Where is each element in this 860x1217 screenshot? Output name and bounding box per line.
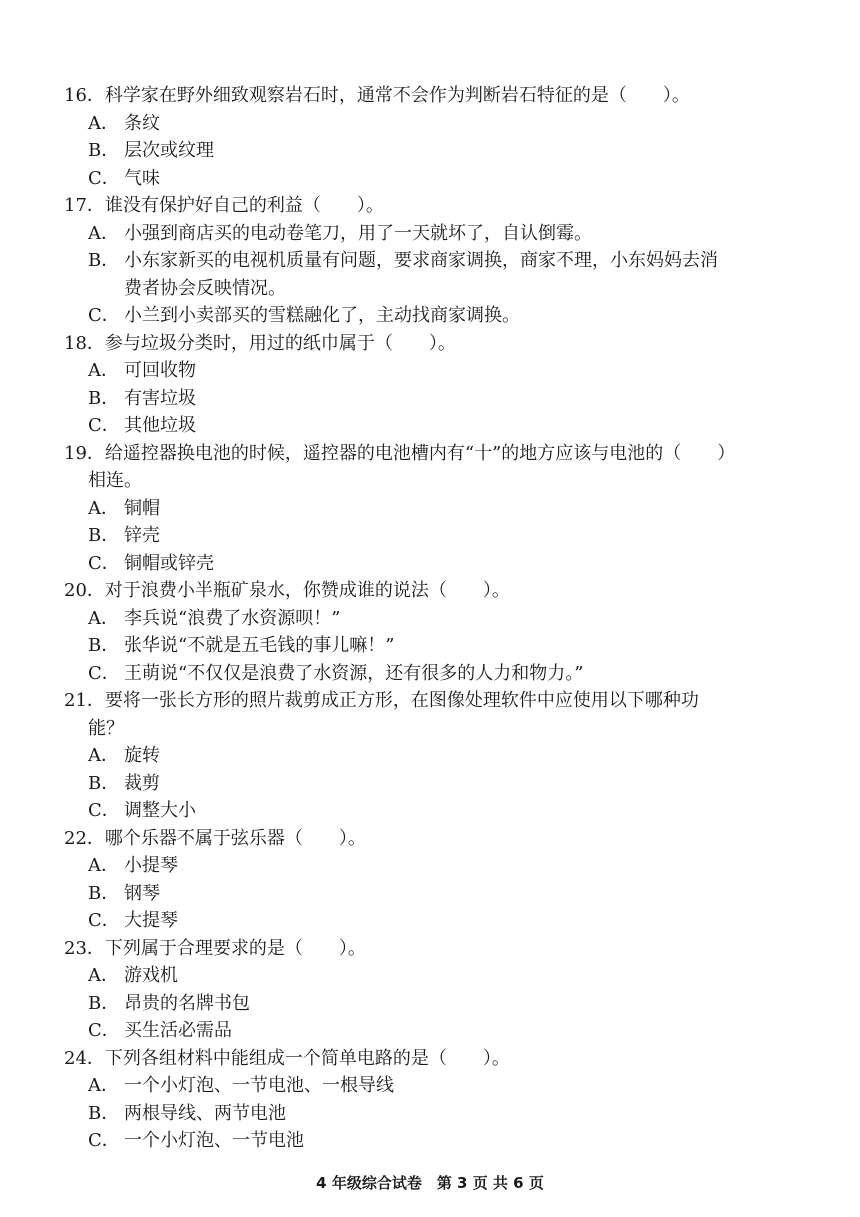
question-item (64, 192, 820, 330)
question-stem-line: 相连。 (88, 470, 142, 491)
question-stem-line: 16．科学家在野外细致观察岩石时，通常不会作为判断岩石特征的是（ ）。 (64, 85, 690, 106)
option-text: 钢琴 (124, 882, 160, 904)
answer-option (64, 605, 820, 633)
answer-option (64, 962, 820, 990)
option-letter: B． (88, 635, 120, 656)
option-letter: C． (88, 415, 120, 436)
answer-option (64, 302, 820, 330)
answer-option (64, 385, 820, 413)
option-letter: C． (88, 552, 120, 574)
answer-option (64, 357, 820, 385)
option-text: 可回收物 (124, 360, 196, 381)
option-letter: A． (88, 222, 119, 244)
question-stem (64, 82, 820, 110)
option-letter: C． (88, 305, 120, 326)
question-item (64, 440, 820, 578)
option-letter: A． (88, 1075, 119, 1096)
option-text: 铜帽或锌壳 (124, 552, 214, 574)
option-text: 铜帽 (124, 497, 160, 519)
question-item (64, 687, 820, 825)
answer-option (64, 1072, 820, 1100)
question-stem-line: 18．参与垃圾分类时，用过的纸巾属于（ ）。 (64, 332, 456, 354)
option-text: 两根导线、两节电池 (124, 1102, 286, 1124)
answer-option (64, 880, 820, 908)
option-text: 一个小灯泡、一节电池 (124, 1130, 304, 1151)
answer-option (64, 137, 820, 165)
answer-option (64, 770, 820, 798)
question-stem-line: 能？ (88, 717, 124, 739)
question-list (64, 82, 820, 1155)
option-letter: C． (88, 800, 120, 821)
question-stem-line: 17．谁没有保护好自己的利益（ ）。 (64, 195, 384, 216)
option-text: 李兵说“浪费了水资源呗！” (124, 607, 341, 629)
question-stem (64, 192, 820, 220)
answer-option (64, 522, 820, 550)
option-text: 小兰到小卖部买的雪糕融化了，主动找商家调换。 (124, 305, 520, 326)
answer-option (64, 412, 820, 440)
option-text: 游戏机 (124, 965, 178, 986)
option-letter: B． (88, 525, 120, 546)
option-letter: A． (88, 497, 119, 519)
option-letter: B． (88, 250, 120, 271)
option-text: 其他垃圾 (124, 415, 196, 436)
question-stem (64, 687, 820, 742)
option-text: 旋转 (124, 745, 160, 766)
question-item (64, 825, 820, 935)
option-text: 张华说“不就是五毛钱的事儿嘛！” (124, 635, 395, 656)
question-stem-line: 23．下列属于合理要求的是（ ）。 (64, 937, 366, 959)
answer-option (64, 852, 820, 880)
option-letter: C． (88, 1020, 120, 1041)
option-text: 气味 (124, 167, 160, 189)
question-item (64, 935, 820, 1045)
question-item (64, 1045, 820, 1155)
option-text: 大提琴 (124, 910, 178, 931)
question-item (64, 330, 820, 440)
option-text: 层次或纹理 (124, 140, 214, 161)
option-letter: C． (88, 662, 120, 684)
option-text: 锌壳 (124, 525, 160, 546)
question-item (64, 577, 820, 687)
answer-option (64, 165, 820, 193)
option-text: 小提琴 (124, 855, 178, 876)
question-stem (64, 1045, 820, 1073)
option-letter: B． (88, 992, 120, 1014)
answer-option (64, 1127, 820, 1155)
answer-option (64, 110, 820, 138)
question-stem (64, 577, 820, 605)
answer-option (64, 660, 820, 688)
option-letter: C． (88, 910, 120, 931)
option-letter: B． (88, 387, 120, 409)
answer-option (64, 632, 820, 660)
option-text: 裁剪 (124, 772, 160, 794)
answer-option (64, 1100, 820, 1128)
page-footer: 4 年级综合试卷 第 3 页 共 6 页 (316, 1174, 544, 1192)
question-stem-line: 20．对于浪费小半瓶矿泉水，你赞成谁的说法（ ）。 (64, 580, 510, 601)
option-text: 一个小灯泡、一节电池、一根导线 (124, 1075, 394, 1096)
question-stem (64, 825, 820, 853)
option-letter: A． (88, 745, 119, 766)
option-letter: A． (88, 360, 119, 381)
option-letter: C． (88, 1130, 120, 1151)
option-text: 小强到商店买的电动卷笔刀，用了一天就坏了，自认倒霉。 (124, 222, 592, 244)
option-text: 小东家新买的电视机质量有问题，要求商家调换，商家不理，小东妈妈去消 (124, 250, 718, 271)
option-text: 费者协会反映情况。 (124, 277, 286, 299)
option-text: 王萌说“不仅仅是浪费了水资源，还有很多的人力和物力。” (124, 662, 584, 684)
answer-option (64, 797, 820, 825)
option-letter: C． (88, 167, 120, 189)
question-stem-line: 22．哪个乐器不属于弦乐器（ ）。 (64, 827, 366, 849)
option-text: 条纹 (124, 112, 160, 134)
answer-option (64, 495, 820, 523)
question-stem (64, 440, 820, 495)
answer-option (64, 907, 820, 935)
option-text: 有害垃圾 (124, 387, 196, 409)
answer-option (64, 220, 820, 248)
question-stem-line: 24．下列各组材料中能组成一个简单电路的是（ ）。 (64, 1047, 510, 1069)
question-stem (64, 935, 820, 963)
option-letter: B． (88, 882, 120, 904)
option-letter: A． (88, 607, 119, 629)
question-item (64, 82, 820, 192)
question-stem (64, 330, 820, 358)
option-letter: A． (88, 855, 119, 876)
option-text: 昂贵的名牌书包 (124, 992, 250, 1014)
answer-option (64, 742, 820, 770)
option-text: 买生活必需品 (124, 1020, 232, 1041)
option-text: 调整大小 (124, 800, 196, 821)
option-letter: B． (88, 140, 120, 161)
question-stem-line: 19．给遥控器换电池的时候，遥控器的电池槽内有“十”的地方应该与电池的（ ） (64, 442, 736, 464)
option-letter: A． (88, 112, 119, 134)
question-stem-line: 21．要将一张长方形的照片裁剪成正方形，在图像处理软件中应使用以下哪种功 (64, 690, 699, 711)
answer-option (64, 550, 820, 578)
answer-option (64, 1017, 820, 1045)
answer-option (64, 247, 820, 302)
option-letter: B． (88, 1102, 120, 1124)
option-letter: B． (88, 772, 120, 794)
option-letter: A． (88, 965, 119, 986)
answer-option (64, 990, 820, 1018)
